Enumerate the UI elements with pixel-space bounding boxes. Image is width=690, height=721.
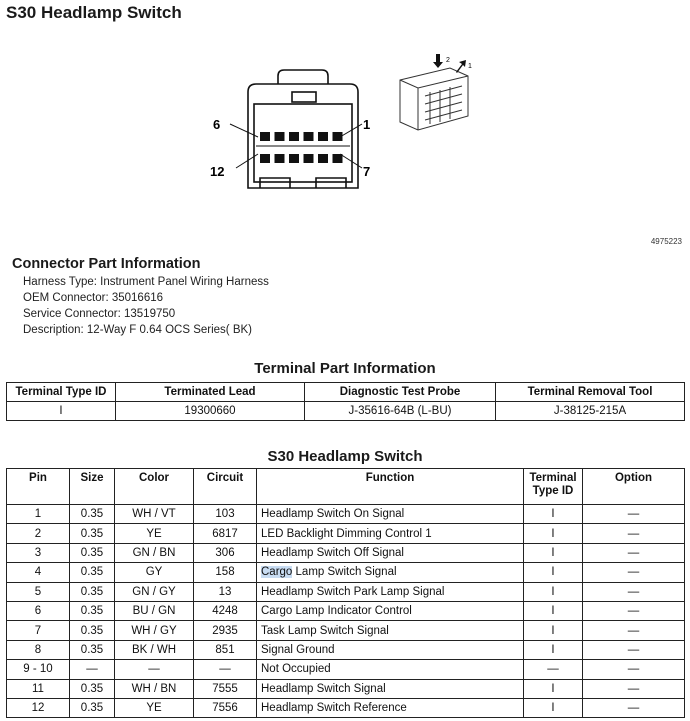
table-row — [7, 505, 685, 524]
th-function: Function — [257, 469, 524, 505]
connector-diagram — [200, 40, 490, 200]
table-row — [7, 698, 685, 717]
th-pin: Pin — [7, 469, 70, 505]
table-row — [7, 601, 685, 620]
cell: 19300660 — [116, 402, 305, 421]
arrow-label-2: 2 — [446, 57, 450, 64]
cell-type-id: I — [524, 640, 583, 659]
highlighted-text: Cargo — [261, 566, 293, 579]
cell-function: Headlamp Switch Signal — [257, 679, 524, 698]
pin-label-12: 12 — [210, 164, 225, 179]
cell-type-id: I — [524, 524, 583, 543]
connector-info-lines — [23, 274, 269, 338]
arrow-label-1: 1 — [468, 63, 472, 70]
cell-pin: 1 — [7, 505, 70, 524]
table-row — [7, 543, 685, 562]
cell-pin: 6 — [7, 601, 70, 620]
cell-function: Cargo Lamp Indicator Control — [257, 601, 524, 620]
cell-circuit: 158 — [194, 563, 257, 582]
cell-option: — — [583, 660, 685, 679]
cell-circuit: 103 — [194, 505, 257, 524]
cell-pin: 8 — [7, 640, 70, 659]
cell-option: — — [583, 524, 685, 543]
table-row — [7, 679, 685, 698]
th-circuit: Circuit — [194, 469, 257, 505]
cell-color: WH / BN — [115, 679, 194, 698]
th-terminal-type-id: Terminal Type ID — [7, 383, 116, 402]
terminal-info-table — [6, 382, 685, 421]
cavity — [275, 132, 285, 141]
cell-type-id: I — [524, 505, 583, 524]
cell-circuit: 4248 — [194, 601, 257, 620]
cavity — [260, 154, 270, 163]
cell-color: — — [115, 660, 194, 679]
th-color: Color — [115, 469, 194, 505]
cell-function: Headlamp Switch Reference — [257, 698, 524, 717]
cell-size: 0.35 — [70, 621, 115, 640]
cell-color: WH / VT — [115, 505, 194, 524]
cell-type-id: I — [524, 679, 583, 698]
cell-option: — — [583, 563, 685, 582]
cell-option: — — [583, 698, 685, 717]
table-row — [7, 582, 685, 601]
cell-color: YE — [115, 698, 194, 717]
cavity — [289, 154, 299, 163]
cell-circuit: 7555 — [194, 679, 257, 698]
cell-size: 0.35 — [70, 524, 115, 543]
cell-function: Headlamp Switch Park Lamp Signal — [257, 582, 524, 601]
figure-id: 4975223 — [650, 237, 682, 246]
th-terminal-type-id: Terminal Type ID — [524, 469, 583, 505]
pin-label-1: 1 — [363, 117, 371, 132]
cell-circuit: 13 — [194, 582, 257, 601]
th-option: Option — [583, 469, 685, 505]
table-row — [7, 660, 685, 679]
cell-type-id: I — [524, 698, 583, 717]
cell-option: — — [583, 621, 685, 640]
description: Description: 12-Way F 0.64 OCS Series( BK) — [23, 324, 253, 336]
cavity — [275, 154, 285, 163]
cell-type-id: I — [524, 543, 583, 562]
th-diagnostic-test-probe: Diagnostic Test Probe — [305, 383, 496, 402]
cell-function: Headlamp Switch Off Signal — [257, 543, 524, 562]
cell-circuit: 6817 — [194, 524, 257, 543]
pin-table-heading: S30 Headlamp Switch — [267, 448, 423, 465]
cell-option: — — [583, 679, 685, 698]
harness-type: Harness Type: Instrument Panel Wiring Harness — [23, 276, 269, 288]
cell-circuit: 851 — [194, 640, 257, 659]
cell-size: 0.35 — [70, 505, 115, 524]
connector-info-heading: Connector Part Information — [12, 256, 201, 272]
pin-label-7: 7 — [363, 164, 371, 179]
cell-size: 0.35 — [70, 543, 115, 562]
cavity — [260, 132, 270, 141]
cell-pin: 4 — [7, 563, 70, 582]
cavity — [318, 154, 328, 163]
cell: I — [7, 402, 116, 421]
th-size: Size — [70, 469, 115, 505]
cell-color: YE — [115, 524, 194, 543]
cell-option: — — [583, 505, 685, 524]
cell-function: Headlamp Switch On Signal — [257, 505, 524, 524]
cell-size: 0.35 — [70, 679, 115, 698]
cell-type-id: I — [524, 582, 583, 601]
cell-pin: 7 — [7, 621, 70, 640]
cavity — [289, 132, 299, 141]
terminal-info-heading: Terminal Part Information — [254, 360, 436, 377]
cell: J-38125-215A — [496, 402, 685, 421]
th-terminal-removal-tool: Terminal Removal Tool — [496, 383, 685, 402]
cell-function: Not Occupied — [257, 660, 524, 679]
cavity — [333, 154, 343, 163]
cell-color: WH / GY — [115, 621, 194, 640]
table-row — [7, 402, 685, 421]
cell-function: Signal Ground — [257, 640, 524, 659]
cavity — [318, 132, 328, 141]
cell-function: LED Backlight Dimming Control 1 — [257, 524, 524, 543]
function-text: Lamp Switch Signal — [292, 566, 397, 579]
cell-size: 0.35 — [70, 563, 115, 582]
pin-label-6: 6 — [213, 117, 221, 132]
cell-color: GY — [115, 563, 194, 582]
cell-size: 0.35 — [70, 640, 115, 659]
cell-size: 0.35 — [70, 698, 115, 717]
cavity — [304, 132, 314, 141]
cell-option: — — [583, 543, 685, 562]
cavity — [304, 154, 314, 163]
cell-circuit: — — [194, 660, 257, 679]
table-row — [7, 640, 685, 659]
cell-color: GN / GY — [115, 582, 194, 601]
th-terminated-lead: Terminated Lead — [116, 383, 305, 402]
cell: J-35616-64B (L-BU) — [305, 402, 496, 421]
cell-option: — — [583, 601, 685, 620]
cell-circuit: 2935 — [194, 621, 257, 640]
cell-color: GN / BN — [115, 543, 194, 562]
page-title: S30 Headlamp Switch — [6, 3, 182, 22]
cell-color: BK / WH — [115, 640, 194, 659]
cell-size: 0.35 — [70, 582, 115, 601]
cell-pin: 2 — [7, 524, 70, 543]
cell-size: 0.35 — [70, 601, 115, 620]
table-row — [7, 563, 685, 582]
oem-connector: OEM Connector: 35016616 — [23, 292, 164, 304]
cell-circuit: 306 — [194, 543, 257, 562]
table-row — [7, 524, 685, 543]
cell-type-id: — — [524, 660, 583, 679]
pin-table — [6, 468, 685, 718]
cell-type-id: I — [524, 621, 583, 640]
cell-color: BU / GN — [115, 601, 194, 620]
cell-function — [257, 563, 524, 582]
cell-size: — — [70, 660, 115, 679]
cell-pin: 5 — [7, 582, 70, 601]
table-row — [7, 621, 685, 640]
cell-pin: 9 - 10 — [7, 660, 70, 679]
cell-option: — — [583, 640, 685, 659]
cell-pin: 3 — [7, 543, 70, 562]
cell-type-id: I — [524, 601, 583, 620]
cell-type-id: I — [524, 563, 583, 582]
cell-option: — — [583, 582, 685, 601]
cell-function: Task Lamp Switch Signal — [257, 621, 524, 640]
cell-pin: 12 — [7, 698, 70, 717]
cell-pin: 11 — [7, 679, 70, 698]
service-connector: Service Connector: 13519750 — [23, 308, 176, 320]
cell-circuit: 7556 — [194, 698, 257, 717]
